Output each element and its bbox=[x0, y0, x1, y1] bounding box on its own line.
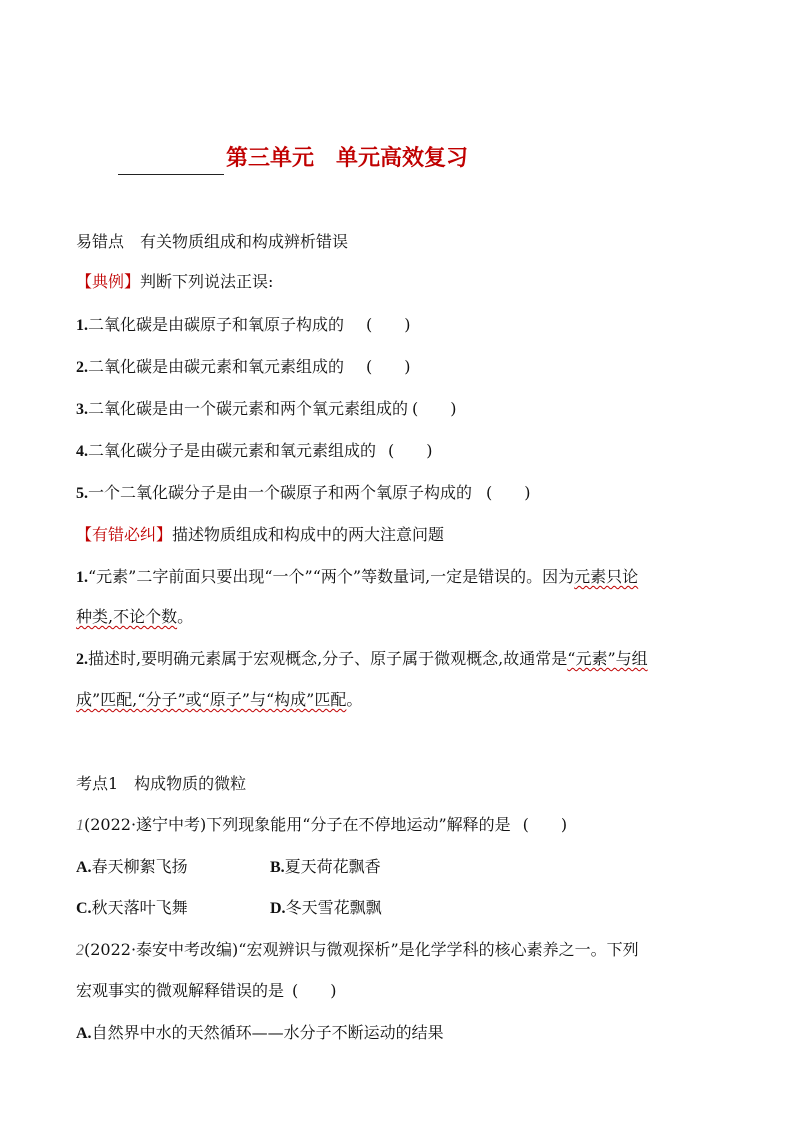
question-number: 2 bbox=[76, 942, 84, 959]
option-d: D.冬天雪花飘飘 bbox=[270, 898, 382, 917]
page-title: 第三单元 单元高效复习 bbox=[226, 146, 469, 171]
answer-paren: ( ) bbox=[388, 441, 433, 460]
example-item: 4.二氧化碳分子是由碳元素和氧元素组成的 ( ) bbox=[76, 441, 433, 460]
example-item: 1.二氧化碳是由碳原子和氧原子构成的 ( ) bbox=[76, 315, 411, 334]
answer-paren: ( ) bbox=[366, 315, 411, 334]
example-tag: 【典例】 bbox=[76, 272, 141, 291]
example-item: 2.二氧化碳是由碳元素和氧元素组成的 ( ) bbox=[76, 357, 411, 376]
question-1: 1(2022·遂宁中考)下列现象能用“分子在不停地运动”解释的是 ( ) bbox=[76, 815, 568, 834]
note-2-line-2: 成”匹配,“分子”或“原子”与“构成”匹配。 bbox=[76, 690, 363, 709]
note-1-line-1: 1.“元素”二字前面只要出现“一个”“两个”等数量词,一定是错误的。因为元素只论 bbox=[76, 567, 639, 586]
answer-paren: ( ) bbox=[366, 357, 411, 376]
question-2-line-1: 2(2022·泰安中考改编)“宏观辨识与微观探析”是化学学科的核心素养之一。下列 bbox=[76, 940, 639, 959]
answer-paren: ( ) bbox=[522, 815, 568, 834]
warn-text: 描述物质组成和构成中的两大注意问题 bbox=[172, 525, 445, 544]
example-text: 判断下列说法正误: bbox=[140, 272, 274, 291]
example-item: 3.二氧化碳是由一个碳元素和两个氧元素组成的 ( ) bbox=[76, 399, 457, 418]
warn-line bbox=[76, 524, 444, 546]
example-line bbox=[76, 271, 273, 293]
question-2-line-2: 宏观事实的微观解释错误的是 ( ) bbox=[76, 981, 337, 1000]
option-c: C.秋天落叶飞舞 bbox=[76, 898, 188, 917]
warn-tag: 【有错必纠】 bbox=[76, 525, 173, 544]
title-blank-line bbox=[118, 146, 224, 175]
error-point-heading: 易错点 有关物质组成和构成辨析错误 bbox=[76, 232, 349, 251]
question-2-option-a: A.自然界中水的天然循环——水分子不断运动的结果 bbox=[76, 1023, 444, 1042]
title-row bbox=[118, 143, 468, 175]
section-1-heading: 考点1 构成物质的微粒 bbox=[76, 774, 247, 793]
note-1-line-2: 种类,不论个数。 bbox=[76, 607, 194, 626]
question-number: 1 bbox=[76, 817, 84, 834]
answer-paren: ( ) bbox=[412, 399, 457, 418]
answer-paren: ( ) bbox=[486, 483, 531, 502]
answer-paren: ( ) bbox=[292, 981, 337, 1000]
example-item: 5.一个二氧化碳分子是由一个碳原子和两个氧原子构成的 ( ) bbox=[76, 483, 531, 502]
option-b: B.夏天荷花飘香 bbox=[270, 857, 381, 876]
note-2-line-1: 2.描述时,要明确元素属于宏观概念,分子、原子属于微观概念,故通常是“元素”与组 bbox=[76, 649, 648, 668]
option-a: A.春天柳絮飞扬 bbox=[76, 857, 188, 876]
